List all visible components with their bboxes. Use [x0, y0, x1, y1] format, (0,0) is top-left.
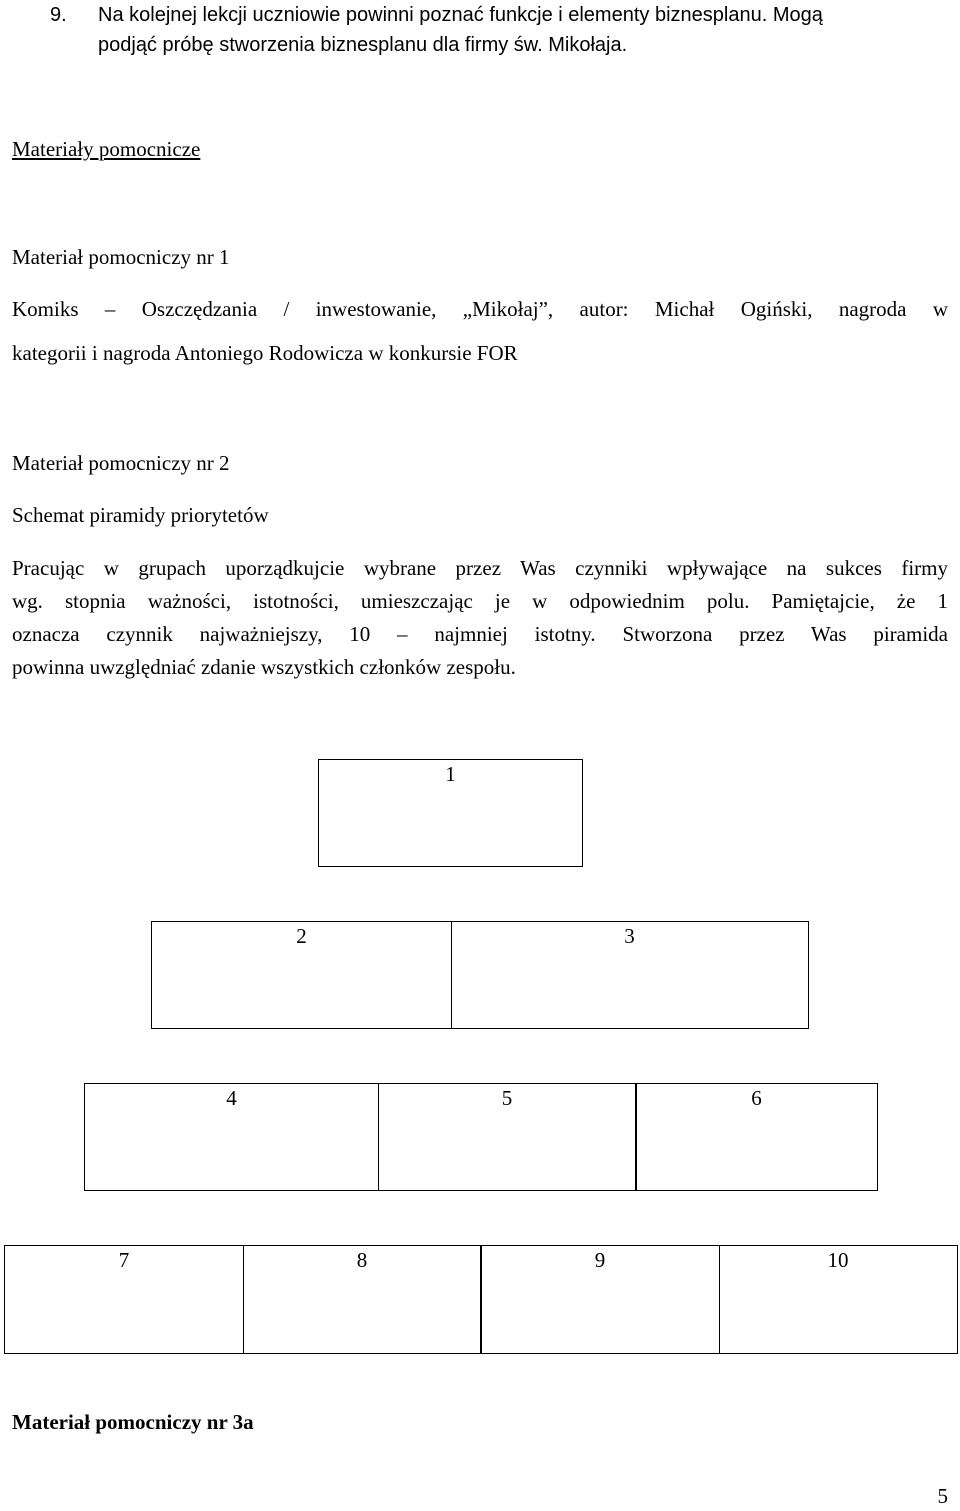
material-2-line-1: Pracując w grupach uporządkujcie wybrane przez Was czynniki wpływające na sukces firmy — [12, 556, 948, 580]
material-1-title: Materiał pomocniczy nr 1 — [12, 245, 230, 269]
list-item-line-2: podjąć próbę stworzenia biznesplanu dla firmy św. Mikołaja. — [98, 34, 628, 56]
material-2-subtitle: Schemat piramidy priorytetów — [12, 503, 269, 527]
material-2-line-3: oznacza czynnik najważniejszy, 10 – najmniej istotny. Stworzona przez Was piramida — [12, 622, 948, 646]
pyramid-cell-1: 1 — [318, 759, 583, 867]
pyramid-cell-5: 5 — [378, 1083, 637, 1191]
list-item-9 — [0, 0, 960, 62]
pyramid-row-1 — [318, 759, 583, 867]
pyramid-cell-6: 6 — [635, 1083, 878, 1191]
material-2-line-4: powinna uwzględniać zdanie wszystkich członków zespołu. — [12, 655, 516, 679]
material-2-line-2: wg. stopnia ważności, istotności, umieszczając je w odpowiednim polu. Pamiętajcie, że 1 — [12, 589, 948, 613]
list-item-line-1: Na kolejnej lekcji uczniowie powinni poznać funkcje i elementy biznesplanu. Mogą — [98, 4, 823, 26]
pyramid-row-3 — [84, 1083, 878, 1191]
pyramid-cell-4: 4 — [84, 1083, 379, 1191]
pyramid-cell-7: 7 — [4, 1245, 244, 1354]
pyramid-cell-2: 2 — [151, 921, 452, 1029]
pyramid-row-2 — [151, 921, 809, 1029]
pyramid-cell-9: 9 — [480, 1245, 720, 1354]
material-3a-title: Materiał pomocniczy nr 3a — [12, 1410, 254, 1434]
pyramid-cell-8: 8 — [243, 1245, 482, 1354]
materials-heading: Materiały pomocnicze — [12, 137, 201, 161]
pyramid-row-4 — [4, 1245, 958, 1354]
material-1-line-1: Komiks – Oszczędzania / inwestowanie, „Mikołaj”, autor: Michał Ogiński, nagroda w — [12, 297, 948, 321]
list-number: 9. — [50, 4, 67, 26]
pyramid-cell-10: 10 — [719, 1245, 958, 1354]
pyramid-cell-3: 3 — [451, 921, 809, 1029]
page-number: 5 — [937, 1484, 948, 1508]
material-1-line-2: kategorii i nagroda Antoniego Rodowicza w konkursie FOR — [12, 341, 518, 365]
material-2-title: Materiał pomocniczy nr 2 — [12, 451, 230, 475]
